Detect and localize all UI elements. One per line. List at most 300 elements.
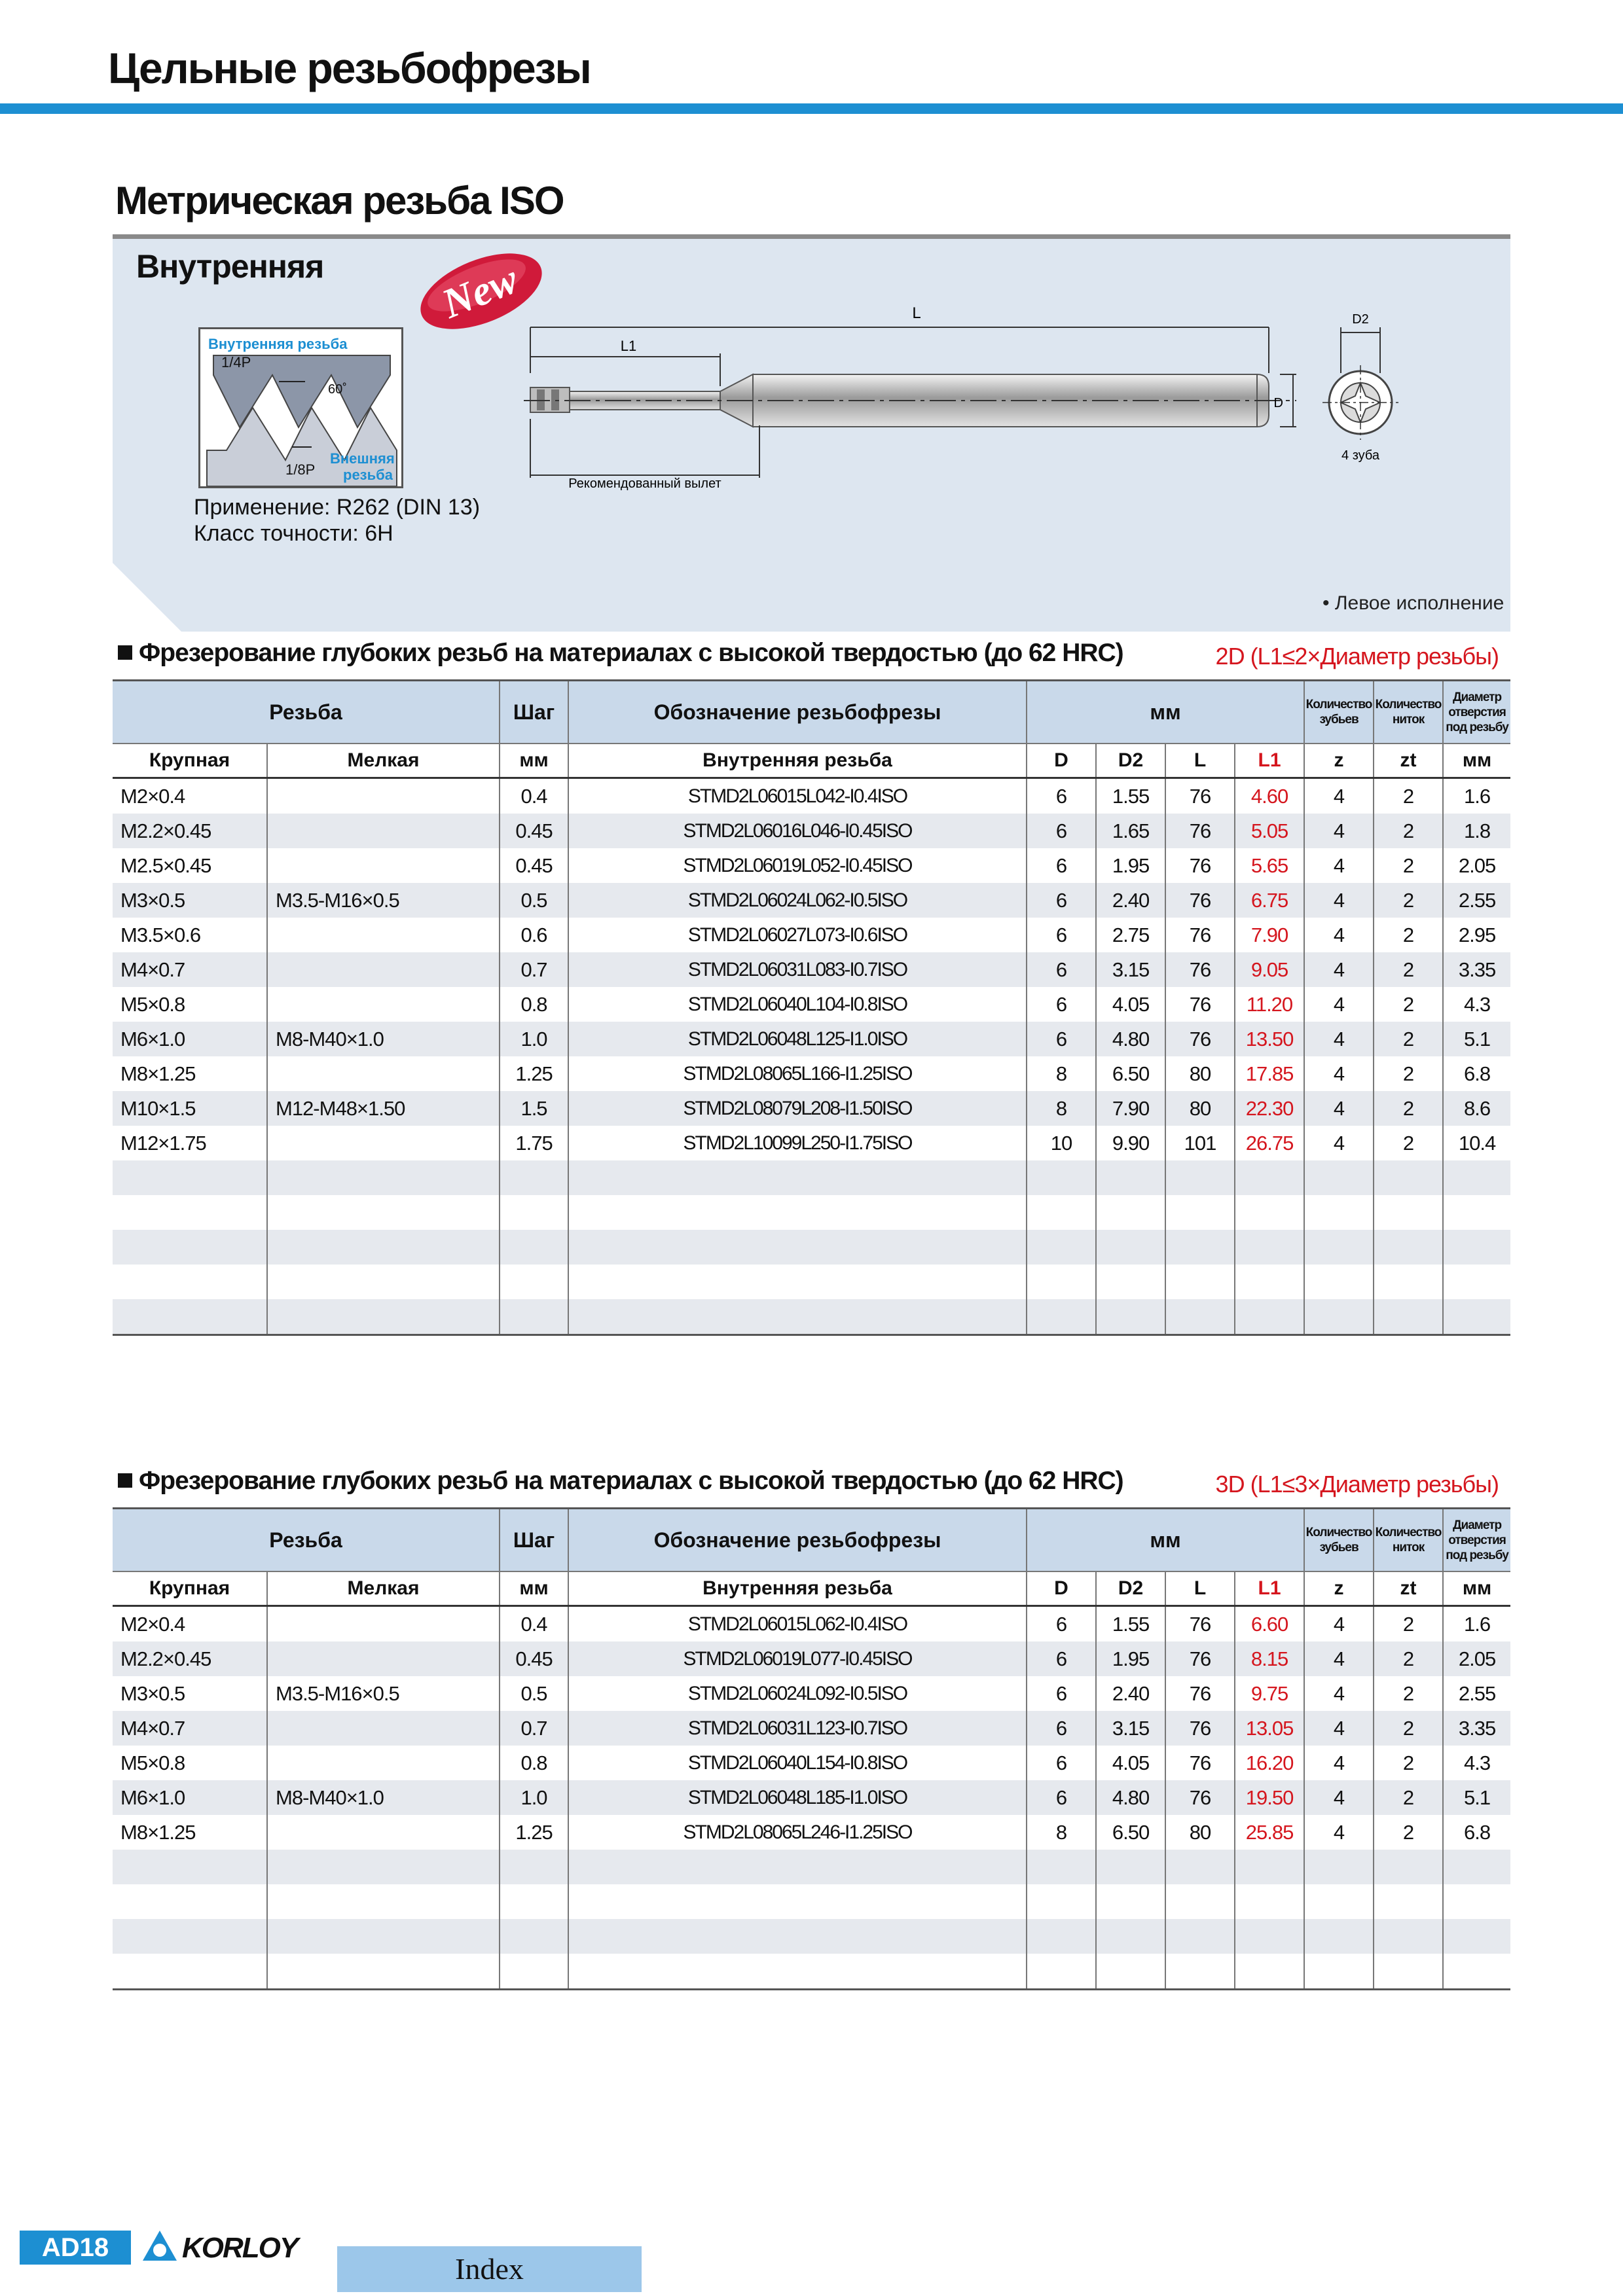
empty-cell [1235,1195,1304,1230]
empty-cell [1096,1954,1165,1990]
col-hole-diameter: Диаметр отверстия под резьбу [1443,1509,1510,1572]
cell-z: 4 [1304,987,1374,1022]
empty-cell [113,1265,267,1299]
empty-cell [1027,1195,1096,1230]
cell-z: 4 [1304,1676,1374,1711]
empty-cell [1235,1299,1304,1335]
cell-D: 6 [1027,918,1096,952]
empty-cell [1304,1230,1374,1265]
cell-z: 4 [1304,1022,1374,1056]
table-row [113,918,1510,952]
table-row [113,1126,1510,1160]
empty-cell [1374,1160,1443,1195]
table2-heading [118,1467,1123,1496]
teeth-label: 4 зуба [1341,448,1379,463]
cell-z: 4 [1304,1606,1374,1642]
index-button[interactable]: Index [337,2246,642,2292]
cell-L: 80 [1165,1815,1235,1850]
table-row [113,778,1510,814]
cell-pitch: 0.5 [500,883,568,918]
empty-cell [1443,1954,1510,1990]
cell-pitch: 1.25 [500,1056,568,1091]
cell-D2: 4.05 [1096,987,1165,1022]
cell-zt: 2 [1374,1676,1443,1711]
dim-L1-label: L1 [620,338,637,354]
cell-L1: 6.75 [1235,883,1304,918]
col-fine: Мелкая [267,1571,500,1606]
eighth-pitch-label: 1/8P [285,461,316,478]
empty-cell [1374,1299,1443,1335]
cell-pitch: 0.8 [500,987,568,1022]
cell-D: 6 [1027,987,1096,1022]
empty-cell [1443,1884,1510,1919]
cell-z: 4 [1304,918,1374,952]
empty-cell [1374,1919,1443,1954]
empty-cell [1096,1160,1165,1195]
empty-cell [1235,1265,1304,1299]
cell-L: 101 [1165,1126,1235,1160]
external-thread-label-1: Внешняя [330,450,395,467]
col-thread: Резьба [113,681,500,744]
section-title: Метрическая резьба ISO [115,179,564,223]
cell-coarse: M6×1.0 [113,1780,267,1815]
col-coarse: Крупная [113,1571,267,1606]
cell-L1: 7.90 [1235,918,1304,952]
cell-code: STMD2L06016L046-I0.45ISO [568,814,1027,848]
cell-pitch: 0.45 [500,848,568,883]
cell-D2: 2.75 [1096,918,1165,952]
cell-z: 4 [1304,1056,1374,1091]
col-hole-unit: мм [1443,1571,1510,1606]
cell-hole: 4.3 [1443,987,1510,1022]
cell-L1: 9.05 [1235,952,1304,987]
cell-fine [267,1815,500,1850]
empty-cell [267,1230,500,1265]
cell-coarse: M2.5×0.45 [120,853,211,877]
empty-cell [500,1230,568,1265]
empty-cell [1374,1850,1443,1884]
cell-pitch: 1.0 [500,1780,568,1815]
empty-cell [267,1265,500,1299]
cell-D2: 4.80 [1096,1022,1165,1056]
cell-D2: 1.55 [1096,1606,1165,1642]
col-L: L [1165,1571,1235,1606]
empty-cell [1096,1265,1165,1299]
cell-L: 76 [1165,1641,1235,1676]
empty-cell [1096,1299,1165,1335]
empty-row [113,1919,1510,1954]
cell-L1: 13.05 [1235,1711,1304,1746]
cell-fine [267,1606,500,1642]
empty-cell [1235,1850,1304,1884]
cell-code: STMD2L06040L154-I0.8ISO [568,1746,1027,1780]
cell-zt: 2 [1374,814,1443,848]
cell-code: STMD2L08079L208-I1.50ISO [568,1091,1027,1126]
accuracy-line: Класс точности: 6H [194,521,393,546]
cell-D: 6 [1027,814,1096,848]
empty-cell [500,1919,568,1954]
empty-cell [568,1919,1027,1954]
quarter-pitch-label: 1/4P [221,354,251,370]
cell-L1: 13.50 [1235,1022,1304,1056]
cell-z: 4 [1304,1711,1374,1746]
cell-hole: 2.55 [1443,1676,1510,1711]
cell-pitch: 1.75 [500,1126,568,1160]
cell-code: STMD2L06040L104-I0.8ISO [568,987,1027,1022]
table-row [113,1746,1510,1780]
cell-pitch: 1.5 [500,1091,568,1126]
cell-L1: 8.15 [1235,1641,1304,1676]
empty-cell [1165,1230,1235,1265]
cell-zt: 2 [1374,1091,1443,1126]
empty-cell [1443,1265,1510,1299]
cell-zt: 2 [1374,778,1443,814]
cell-hole: 2.05 [1443,1641,1510,1676]
empty-cell [1443,1160,1510,1195]
cell-pitch: 0.7 [500,952,568,987]
empty-cell [1235,1954,1304,1990]
cell-D: 8 [1027,1815,1096,1850]
cell-hole: 5.1 [1443,1022,1510,1056]
cell-fine [267,1746,500,1780]
cell-L1: 9.75 [1235,1676,1304,1711]
empty-cell [500,1884,568,1919]
cell-D: 6 [1027,952,1096,987]
empty-cell [267,1195,500,1230]
cell-pitch: 0.4 [500,778,568,814]
cell-pitch: 0.5 [500,1676,568,1711]
empty-cell [1027,1954,1096,1990]
empty-cell [1096,1850,1165,1884]
cell-D: 6 [1027,1746,1096,1780]
bullet-square-icon [118,1473,132,1488]
empty-cell [1027,1299,1096,1335]
korloy-logo-icon [140,2228,179,2265]
cell-D: 10 [1027,1126,1096,1160]
table-row [113,1056,1510,1091]
empty-cell [500,1850,568,1884]
cell-fine [267,918,500,952]
empty-row [113,1160,1510,1195]
empty-cell [113,1850,267,1884]
table-row [113,1711,1510,1746]
col-mm: мм [1027,681,1304,744]
col-D2: D2 [1096,1571,1165,1606]
cell-L: 80 [1165,1091,1235,1126]
cell-L1: 17.85 [1235,1056,1304,1091]
cell-zt: 2 [1374,1815,1443,1850]
empty-cell [568,1160,1027,1195]
cell-zt: 2 [1374,1126,1443,1160]
empty-cell [500,1265,568,1299]
cell-fine [267,987,500,1022]
cell-L1: 26.75 [1235,1126,1304,1160]
cutter-table-2d [113,679,1510,1336]
cell-code: STMD2L06024L092-I0.5ISO [568,1676,1027,1711]
empty-cell [1235,1230,1304,1265]
col-L1: L1 [1235,744,1304,778]
page-number-badge: AD18 [20,2231,131,2265]
cell-D2: 3.15 [1096,952,1165,987]
cell-coarse: M3×0.5 [120,1681,185,1705]
empty-cell [1165,1160,1235,1195]
cell-D: 6 [1027,1676,1096,1711]
empty-cell [568,1230,1027,1265]
cell-hole: 3.35 [1443,952,1510,987]
internal-thread-label: Внутренняя резьба [208,336,348,352]
cell-L: 76 [1165,883,1235,918]
empty-cell [1235,1919,1304,1954]
empty-cell [1443,1850,1510,1884]
cell-code: STMD2L06015L062-I0.4ISO [568,1606,1027,1642]
empty-row [113,1850,1510,1884]
cell-coarse: M6×1.0 [113,1022,267,1056]
empty-cell [1235,1884,1304,1919]
cell-hole: 1.6 [1443,778,1510,814]
overhang-label: Рекомендованный вылет [568,476,721,491]
col-thread: Резьба [113,1509,500,1572]
cell-z: 4 [1304,952,1374,987]
cell-zt: 2 [1374,1746,1443,1780]
empty-cell [1304,1195,1374,1230]
dim-L-label: L [912,304,921,322]
bullet-square-icon [118,645,132,660]
col-designation: Обозначение резьбофрезы [568,1509,1027,1572]
cell-pitch: 0.45 [500,1641,568,1676]
col-internal: Внутренняя резьба [568,1571,1027,1606]
tool-drawing [511,288,1427,504]
cell-fine [267,1056,500,1091]
cell-D: 6 [1027,1711,1096,1746]
cell-z: 4 [1304,1126,1374,1160]
cell-hole: 2.05 [1443,848,1510,883]
col-zt: zt [1374,744,1443,778]
cell-D: 8 [1027,1056,1096,1091]
cell-fine: M12-M48×1.50 [267,1091,500,1126]
cell-L: 76 [1165,1606,1235,1642]
cell-code: STMD2L06019L052-I0.45ISO [568,848,1027,883]
empty-cell [113,1299,267,1335]
thread-profile-icon [200,329,401,486]
cell-code: STMD2L06031L083-I0.7ISO [568,952,1027,987]
cell-hole: 5.1 [1443,1780,1510,1815]
col-internal: Внутренняя резьба [568,744,1027,778]
cell-L1: 22.30 [1235,1091,1304,1126]
cell-fine [267,1641,500,1676]
dim-D2-label: D2 [1352,312,1369,327]
empty-cell [1027,1160,1096,1195]
table-row [113,952,1510,987]
cell-L: 76 [1165,987,1235,1022]
cell-zt: 2 [1374,952,1443,987]
cell-coarse: M12×1.75 [120,1131,206,1155]
cell-D2: 7.90 [1096,1091,1165,1126]
empty-cell [1165,1195,1235,1230]
cell-code: STMD2L08065L246-I1.25ISO [568,1815,1027,1850]
empty-cell [1304,1850,1374,1884]
col-teeth-count: Количество зубьев [1304,681,1374,744]
cell-zt: 2 [1374,1606,1443,1642]
cell-D: 6 [1027,1780,1096,1815]
cell-L1: 19.50 [1235,1780,1304,1815]
cell-D2: 9.90 [1096,1126,1165,1160]
empty-cell [1443,1299,1510,1335]
empty-cell [568,1884,1027,1919]
cell-hole: 1.8 [1443,814,1510,848]
cell-hole: 6.8 [1443,1815,1510,1850]
empty-cell [500,1195,568,1230]
table1-spec: 2D (L1≤2×Диаметр резьбы) [1215,643,1499,670]
cell-L: 76 [1165,848,1235,883]
table-row [113,1815,1510,1850]
application-text [194,494,480,547]
cell-D2: 2.40 [1096,883,1165,918]
cell-L: 76 [1165,1711,1235,1746]
col-thread-count: Количество ниток [1374,1509,1443,1572]
col-teeth-count: Количество зубьев [1304,1509,1374,1572]
application-line: Применение: R262 (DIN 13) [194,495,481,520]
cell-z: 4 [1304,1815,1374,1850]
cell-hole: 10.4 [1443,1126,1510,1160]
cell-code: STMD2L06024L062-I0.5ISO [568,883,1027,918]
table1-heading-text: Фрезерование глубоких резьб на материалах с высокой твердостью (до 62 HRC) [139,639,1123,667]
cell-D: 6 [1027,1022,1096,1056]
col-pitch: Шаг [500,681,568,744]
empty-cell [568,1299,1027,1335]
empty-cell [1443,1195,1510,1230]
cell-pitch: 0.45 [500,814,568,848]
empty-cell [1165,1299,1235,1335]
empty-cell [1304,1265,1374,1299]
col-D: D [1027,744,1096,778]
cell-code: STMD2L06048L125-I1.0ISO [568,1022,1027,1056]
col-L1: L1 [1235,1571,1304,1606]
empty-cell [1027,1850,1096,1884]
cell-D2: 1.65 [1096,814,1165,848]
empty-cell [568,1850,1027,1884]
table-row [113,1022,1510,1056]
empty-cell [267,1954,500,1990]
cell-z: 4 [1304,778,1374,814]
cell-L1: 25.85 [1235,1815,1304,1850]
cell-D2: 4.05 [1096,1746,1165,1780]
cell-fine: M8-M40×1.0 [267,1780,500,1815]
empty-cell [568,1265,1027,1299]
empty-cell [113,1919,267,1954]
empty-cell [267,1884,500,1919]
col-pitch-unit: мм [500,744,568,778]
cell-code: STMD2L06031L123-I0.7ISO [568,1711,1027,1746]
table2-spec: 3D (L1≤3×Диаметр резьбы) [1215,1471,1499,1498]
cell-L: 76 [1165,1676,1235,1711]
cell-hole: 8.6 [1443,1091,1510,1126]
cell-hole: 1.6 [1443,1606,1510,1642]
cell-coarse: M2.2×0.45 [113,1641,267,1676]
page-title: Цельные резьбофрезы [108,44,591,92]
cell-zt: 2 [1374,883,1443,918]
cell-D2: 6.50 [1096,1056,1165,1091]
cell-coarse: M8×1.25 [120,1820,196,1844]
empty-cell [1027,1230,1096,1265]
cell-D2: 1.55 [1096,778,1165,814]
cell-L: 76 [1165,1022,1235,1056]
cell-code: STMD2L06027L073-I0.6ISO [568,918,1027,952]
cell-D: 6 [1027,883,1096,918]
empty-cell [113,1884,267,1919]
cell-D: 6 [1027,778,1096,814]
cell-coarse: M2×0.4 [120,1612,185,1636]
cell-L: 80 [1165,1056,1235,1091]
col-pitch-unit: мм [500,1571,568,1606]
col-hole-unit: мм [1443,744,1510,778]
cell-hole: 4.3 [1443,1746,1510,1780]
empty-row [113,1299,1510,1335]
cell-fine: M8-M40×1.0 [267,1022,500,1056]
cell-pitch: 0.4 [500,1606,568,1642]
table2-heading-text: Фрезерование глубоких резьб на материалах с высокой твердостью (до 62 HRC) [139,1467,1123,1495]
empty-cell [1027,1919,1096,1954]
cell-fine: M3.5-M16×0.5 [267,1676,500,1711]
col-thread-count: Количество ниток [1374,681,1443,744]
empty-cell [1374,1195,1443,1230]
empty-cell [1304,1884,1374,1919]
cell-zt: 2 [1374,1711,1443,1746]
empty-cell [113,1160,267,1195]
col-coarse: Крупная [113,744,267,778]
col-z: z [1304,744,1374,778]
angle-label: 60˚ [328,382,347,397]
cell-z: 4 [1304,1091,1374,1126]
cell-hole: 6.8 [1443,1056,1510,1091]
cell-zt: 2 [1374,918,1443,952]
cell-code: STMD2L10099L250-I1.75ISO [568,1126,1027,1160]
cell-coarse: M8×1.25 [120,1062,196,1085]
section-subtitle: Внутренняя [136,248,324,285]
dim-D-label: D [1273,396,1283,410]
cell-coarse: M2×0.4 [120,784,185,808]
cell-D2: 6.50 [1096,1815,1165,1850]
cell-zt: 2 [1374,1022,1443,1056]
empty-cell [1443,1919,1510,1954]
cell-coarse: M5×0.8 [120,1751,185,1774]
empty-cell [267,1850,500,1884]
empty-cell [500,1299,568,1335]
cell-L: 76 [1165,1746,1235,1780]
cell-pitch: 0.8 [500,1746,568,1780]
col-L: L [1165,744,1235,778]
cell-L: 76 [1165,778,1235,814]
table-row [113,1641,1510,1676]
col-fine: Мелкая [267,744,500,778]
empty-cell [113,1195,267,1230]
cell-coarse: M4×0.7 [113,1711,267,1746]
cell-L: 76 [1165,814,1235,848]
panel-corner-cut [113,563,181,632]
empty-row [113,1954,1510,1990]
col-z: z [1304,1571,1374,1606]
cell-L: 76 [1165,918,1235,952]
section-rule [113,234,1510,239]
table-row [113,1091,1510,1126]
cell-fine [267,1711,500,1746]
empty-cell [113,1954,267,1990]
cell-fine [267,1126,500,1160]
empty-cell [1027,1265,1096,1299]
empty-cell [1304,1919,1374,1954]
empty-cell [1096,1230,1165,1265]
cell-D: 6 [1027,1641,1096,1676]
empty-cell [1304,1954,1374,1990]
